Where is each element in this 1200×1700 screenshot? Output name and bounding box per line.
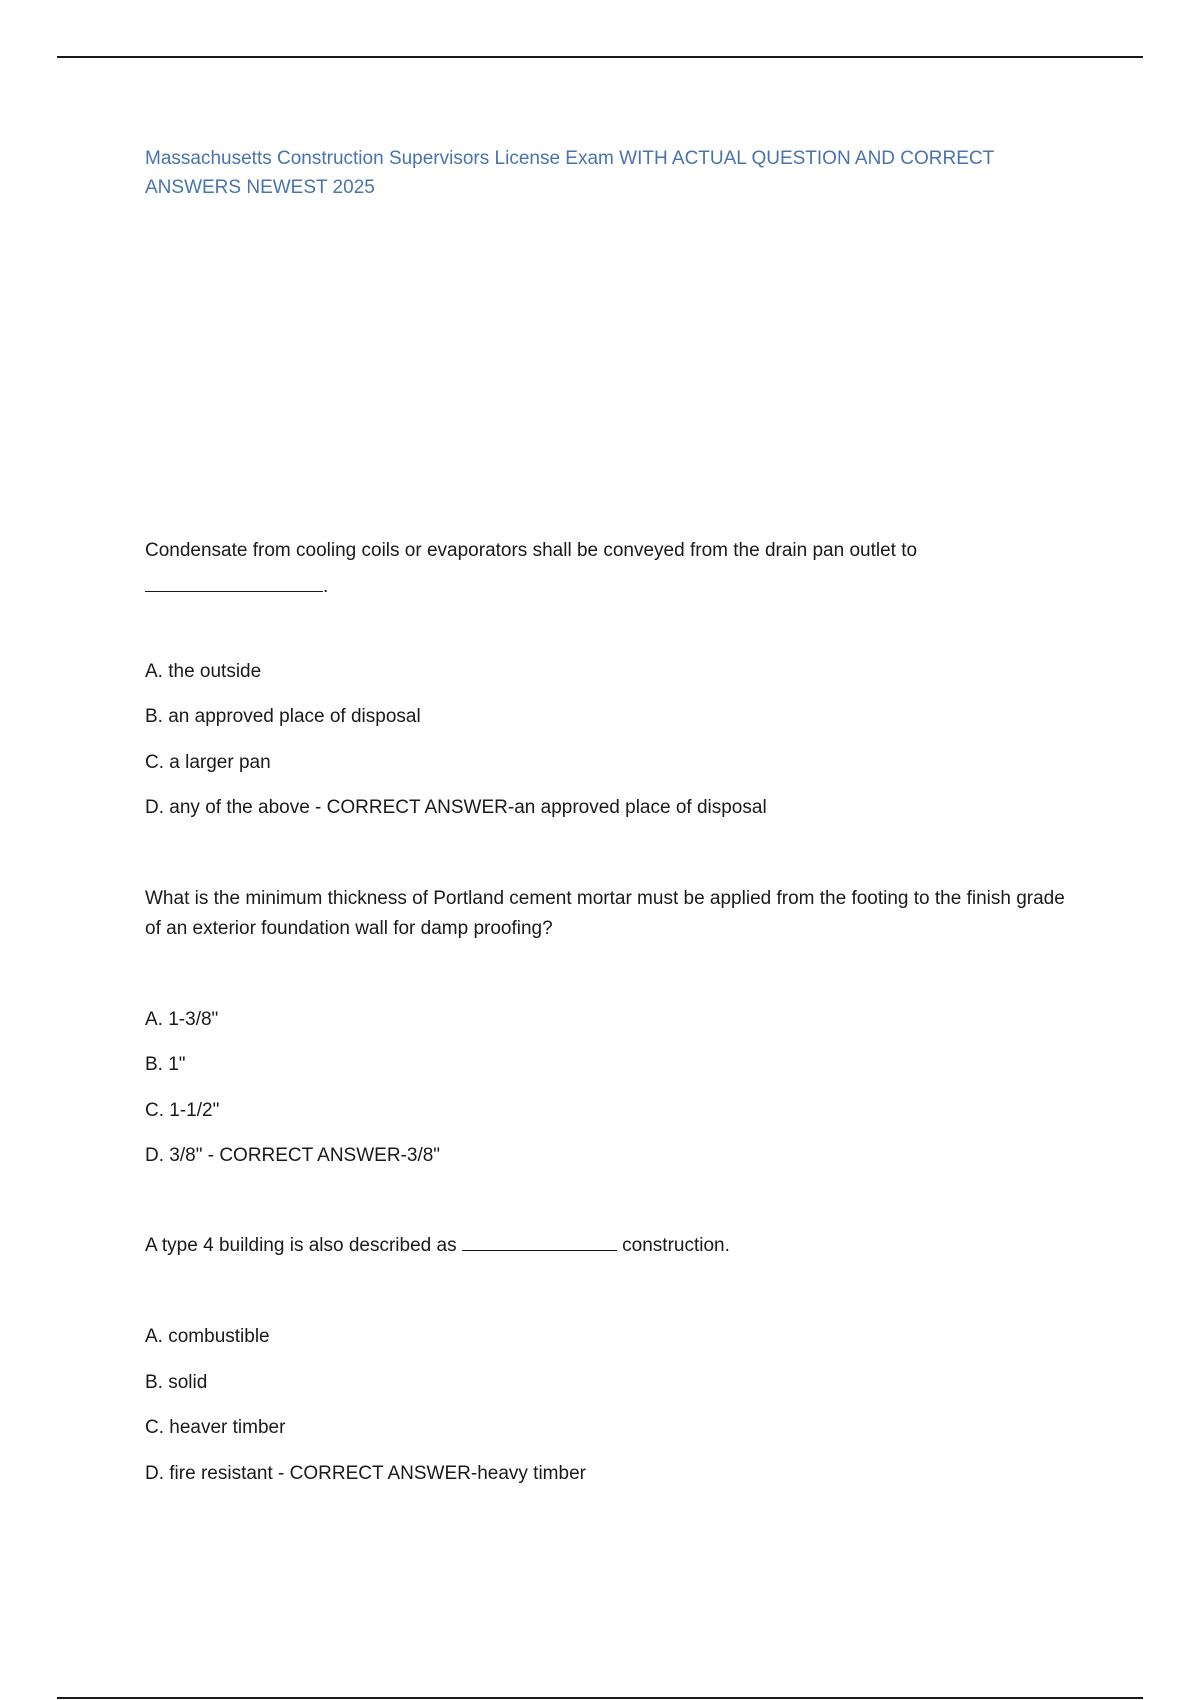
top-rule	[57, 56, 1143, 58]
answer-blank	[145, 590, 323, 592]
question-2-option-c: C. 1-1/2"	[145, 1100, 220, 1121]
bottom-rule	[57, 1697, 1143, 1699]
answer-blank	[462, 1249, 617, 1251]
document-title: Massachusetts Construction Supervisors License Exam WITH ACTUAL QUESTION AND CORRECT ANSWERS NEWEST 2025	[145, 148, 994, 198]
question-2-option-b: B. 1"	[145, 1054, 186, 1075]
question-2-stem: What is the minimum thickness of Portland cement mortar must be applied from the footing to the finish grade of an exterior foundation wall for damp proofing?	[145, 888, 1065, 939]
question-3-option-a: A. combustible	[145, 1326, 270, 1347]
question-3-stem-end: construction.	[622, 1235, 730, 1256]
question-3-option-c: C. heaver timber	[145, 1417, 286, 1438]
question-1-stem-end: .	[323, 576, 329, 597]
question-1-blank	[145, 575, 328, 599]
question-2-option-a: A. 1-3/8"	[145, 1009, 219, 1030]
question-3-stem	[145, 1234, 730, 1258]
question-1-option-c: C. a larger pan	[145, 752, 271, 773]
question-2-option-d: D. 3/8" - CORRECT ANSWER-3/8"	[145, 1145, 441, 1166]
question-3-option-d: D. fire resistant - CORRECT ANSWER-heavy timber	[145, 1463, 586, 1484]
question-3-stem-start: A type 4 building is also described as	[145, 1235, 457, 1256]
question-1-option-a: A. the outside	[145, 661, 262, 682]
question-3-option-b: B. solid	[145, 1372, 208, 1393]
question-1-option-d: D. any of the above - CORRECT ANSWER-an approved place of disposal	[145, 797, 767, 818]
question-1-stem: Condensate from cooling coils or evaporators shall be conveyed from the drain pan outlet to	[145, 540, 918, 561]
question-1-option-b: B. an approved place of disposal	[145, 706, 421, 727]
